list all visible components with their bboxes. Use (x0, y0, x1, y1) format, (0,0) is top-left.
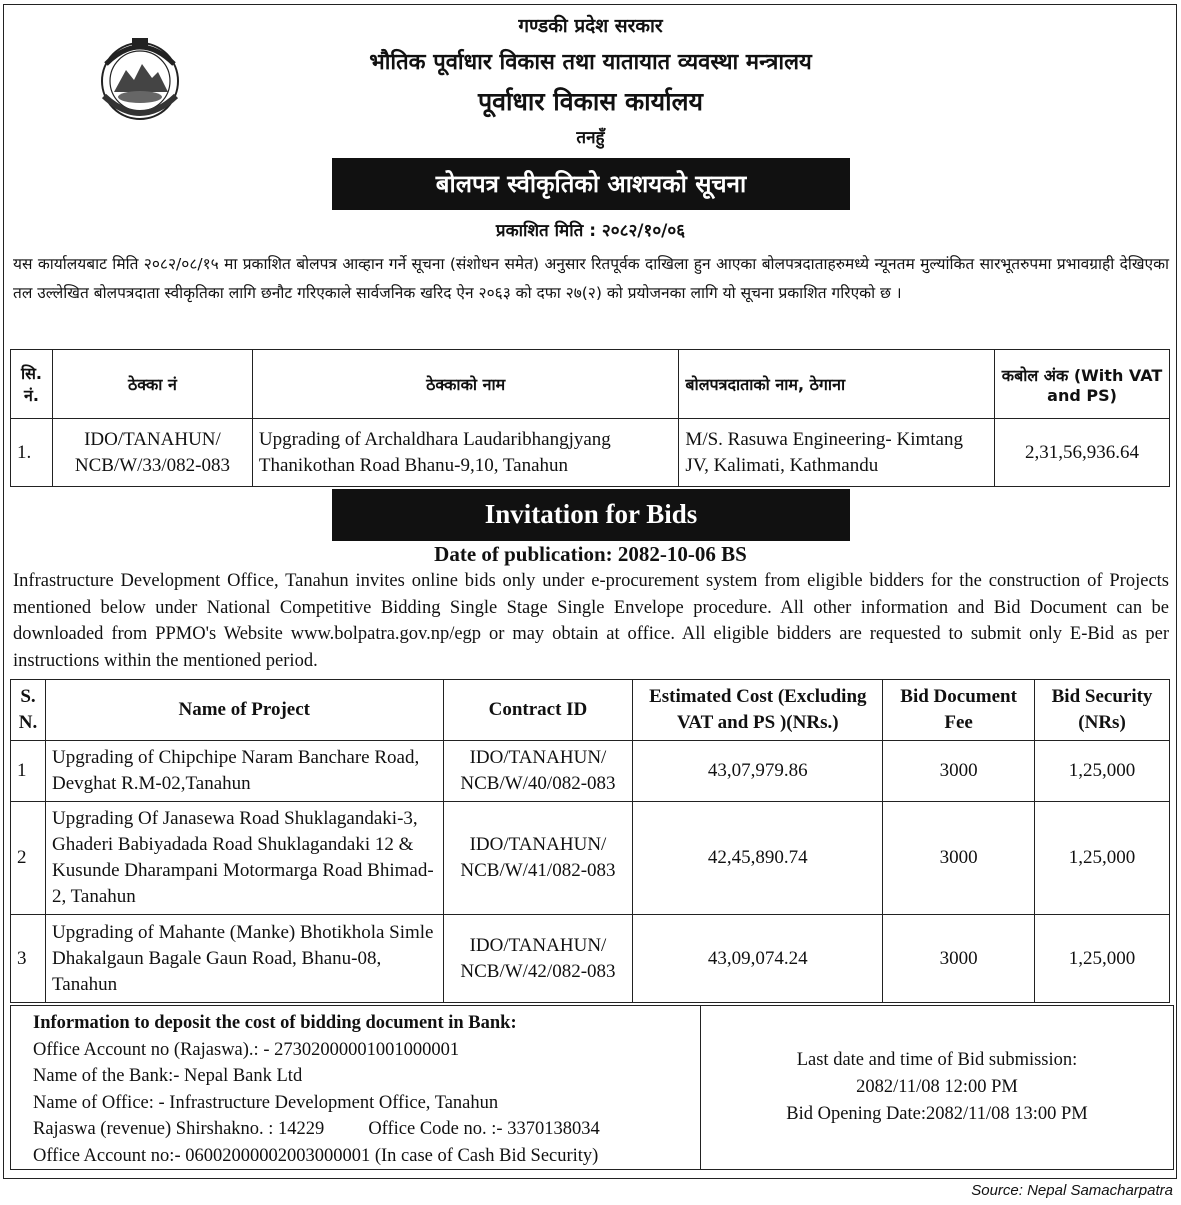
cell-bid-security: 1,25,000 (1035, 741, 1170, 802)
cell-project: Upgrading of Chipchipe Naram Banchare Road, Devghat R.M-02,Tanahun (45, 741, 443, 802)
cell-estimated-cost: 43,09,074.24 (633, 915, 883, 1003)
col-header-bid-security: Bid Security (NRs) (1035, 680, 1170, 741)
col-header-contract-name: ठेक्काको नाम (252, 350, 679, 419)
col-header-bidder: बोलपत्रदाताको नाम, ठेगाना (679, 350, 995, 419)
cash-security-account: Office Account no:- 06002000002003000001 (In case of Cash Bid Security) (33, 1145, 599, 1166)
cell-sn: 2 (11, 802, 46, 915)
cell-sn: 1 (11, 741, 46, 802)
source-credit: Source: Nepal Samacharpatra (971, 1182, 1173, 1199)
table-row (11, 802, 1170, 915)
ministry-name: भौतिक पूर्वाधार विकास तथा यातायात व्यवस्था मन्त्रालय (369, 50, 812, 75)
notice-title-banner: बोलपत्र स्वीकृतिको आशयको सूचना (332, 158, 850, 210)
notice-body-np: यस कार्यालयबाट मिति २०८२/०८/१५ मा प्रकाशित बोलपत्र आव्हान गर्ने सूचना (संशोधन समेत) अनुसार रितपूर्वक दाखिला हुन आएका बोलपत्रदाताहरुमध्ये न्यूनतम मुल्यांकित सारभूतरुपमा प्रभावग्राही देखिएका तल उल्लेखित बोलपत्रदाता स्वीकृतिका लागि छनौट गरिएकाले सार्वजनिक खरिद ऐन २०६३ को दफा २७(२) को प्रयोजनका लागि यो सूचना प्रकाशित गरिएको छ । (13, 255, 1169, 302)
col-header-amount: कबोल अंक (With VAT and PS) (995, 350, 1170, 419)
cell-estimated-cost: 43,07,979.86 (633, 741, 883, 802)
table-row (11, 741, 1170, 802)
table-row (11, 419, 1170, 487)
cell-bid-fee: 3000 (883, 741, 1035, 802)
cell-amount: 2,31,56,936.64 (995, 419, 1170, 487)
bid-opening-date: Bid Opening Date:2082/11/08 13:00 PM (786, 1104, 1088, 1124)
rajaswa-code: Rajaswa (revenue) Shirshakno. : 14229 (33, 1119, 325, 1140)
projects-table (10, 679, 1170, 1003)
cell-contract-name: Upgrading of Archaldhara Laudaribhangjyang Thanikothan Road Bhanu-9,10, Tanahun (252, 419, 679, 487)
publication-date-en: Date of publication: 2082-10-06 BS (434, 542, 747, 566)
office-name-bank: Name of Office: - Infrastructure Development Office, Tanahun (33, 1092, 499, 1113)
col-header-estimated-cost: Estimated Cost (Excluding VAT and PS )(NRs.) (633, 680, 883, 741)
cell-contract-id: IDO/TANAHUN/ NCB/W/41/082-083 (443, 802, 633, 915)
government-name: गण्डकी प्रदेश सरकार (518, 15, 663, 37)
publication-date-np: प्रकाशित मिति : २०८२/१०/०६ (495, 221, 686, 241)
office-name: पूर्वाधार विकास कार्यालय (477, 87, 704, 116)
cell-bid-fee: 3000 (883, 802, 1035, 915)
projects-table-header (11, 680, 1170, 741)
col-header-project: Name of Project (45, 680, 443, 741)
cell-sn: 3 (11, 915, 46, 1003)
cell-bid-security: 1,25,000 (1035, 802, 1170, 915)
cell-bid-fee: 3000 (883, 915, 1035, 1003)
cell-bid-security: 1,25,000 (1035, 915, 1170, 1003)
col-header-contract-no: ठेक्का नं (52, 350, 252, 419)
table-row (11, 915, 1170, 1003)
deadline-details (701, 1006, 1173, 1169)
ifb-body: Infrastructure Development Office, Tanahun invites online bids only under e-procurement system from eligible bidders for the construction of Projects mentioned below under National Competitive Bidding Single Stage Single Envelope procedure. All other information and Bid Document can be downloaded from PPMO's Website www.bolpatra.gov.np/egp or may obtain at office. All eligible bidders are requested to submit only E-Bid as per instructions within the mentioned period. (13, 571, 1169, 671)
col-header-bid-fee: Bid Document Fee (883, 680, 1035, 741)
cell-contract-id: IDO/TANAHUN/ NCB/W/42/082-083 (443, 915, 633, 1003)
deadline-label: Last date and time of Bid submission: (796, 1050, 1078, 1070)
cell-project: Upgrading Of Janasewa Road Shuklagandaki-3, Ghaderi Babiyadada Road Shuklagandaki 12 & Kusunde Dharampani Motormarga Road Bhimad-2, Tanahun (45, 802, 443, 915)
bank-info-title: Information to deposit the cost of bidding document in Bank: (33, 1013, 517, 1033)
cell-contract-id: IDO/TANAHUN/ NCB/W/40/082-083 (443, 741, 633, 802)
submission-deadline: 2082/11/08 12:00 PM (856, 1077, 1018, 1097)
bank-name: Name of the Bank:- Nepal Bank Ltd (33, 1066, 303, 1087)
col-header-sn: S. N. (11, 680, 46, 741)
cell-estimated-cost: 42,45,890.74 (633, 802, 883, 915)
bank-details (11, 1006, 701, 1169)
cell-bidder: M/S. Rasuwa Engineering- Kimtang JV, Kalimati, Kathmandu (679, 419, 995, 487)
award-table-header (11, 350, 1170, 419)
cell-contract-no: IDO/TANAHUN/ NCB/W/33/082-083 (52, 419, 252, 487)
col-header-contract-id: Contract ID (443, 680, 633, 741)
ifb-title-banner: Invitation for Bids (332, 489, 850, 541)
cell-project: Upgrading of Mahante (Manke) Bhotikhola Simle Dhakalgaun Bagale Gaun Road, Bhanu-08, Tanahun (45, 915, 443, 1003)
award-table (10, 349, 1170, 487)
cell-sn: 1. (11, 419, 53, 487)
revenue-codes (33, 1116, 700, 1143)
bank-info-box (10, 1005, 1174, 1170)
col-header-sn: सि. नं. (11, 350, 53, 419)
district-name: तनहुँ (576, 128, 605, 148)
office-code: Office Code no. :- 3370138034 (368, 1119, 600, 1140)
office-account: Office Account no (Rajaswa).: - 27302000001001000001 (33, 1039, 460, 1060)
